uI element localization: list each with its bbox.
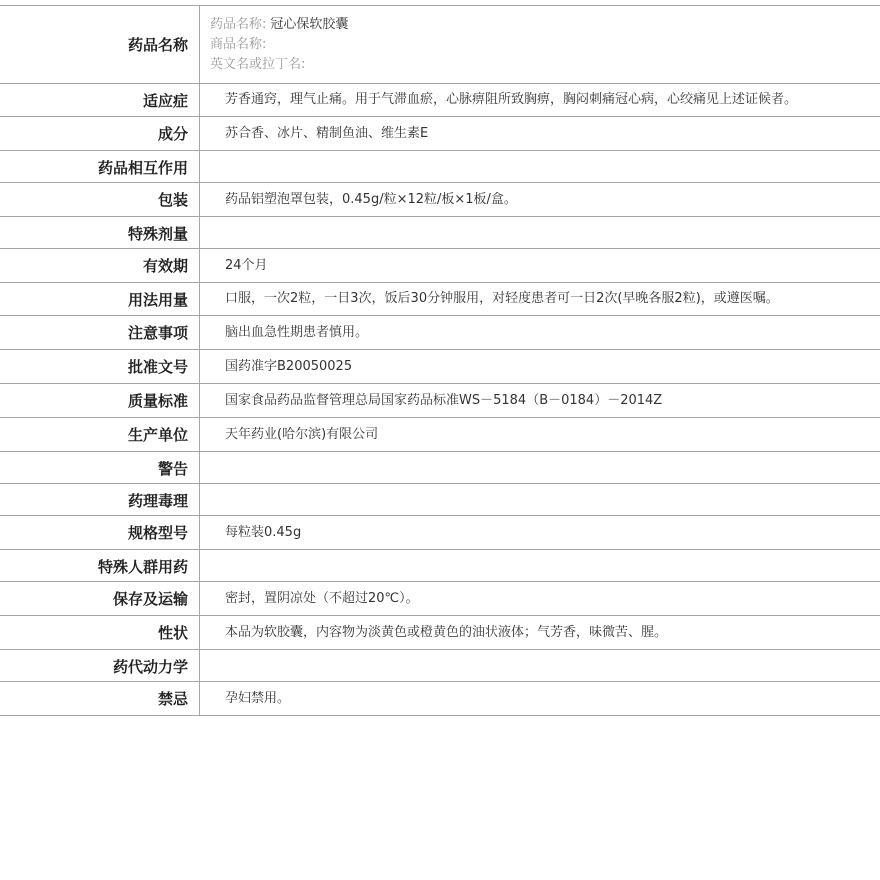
english-name-line bbox=[210, 55, 870, 75]
value-approval-number: 国药准字B20050025 bbox=[225, 359, 353, 374]
value-shelf-life: 24个月 bbox=[225, 258, 268, 273]
row-precautions bbox=[0, 316, 880, 350]
label-indications: 适应症 bbox=[0, 84, 200, 116]
label-shelf-life: 有效期 bbox=[0, 249, 200, 282]
value-pharmacokinetics bbox=[200, 650, 880, 681]
label-quality-standard: 质量标准 bbox=[0, 384, 200, 417]
row-usage bbox=[0, 283, 880, 316]
row-packaging bbox=[0, 183, 880, 217]
label-interactions: 药品相互作用 bbox=[0, 151, 200, 182]
row-special-populations bbox=[0, 550, 880, 582]
row-interactions bbox=[0, 151, 880, 183]
value-special-dosage bbox=[200, 217, 880, 248]
label-pharmacokinetics: 药代动力学 bbox=[0, 650, 200, 681]
value-quality-standard: 国家食品药品监督管理总局国家药品标准WS－5184（B－0184）－2014Z bbox=[225, 393, 663, 408]
label-appearance: 性状 bbox=[0, 616, 200, 649]
value-interactions bbox=[200, 151, 880, 182]
label-packaging: 包装 bbox=[0, 183, 200, 216]
value-packaging: 药品铝塑泡罩包装，0.45g/粒×12粒/板×1板/盒。 bbox=[225, 192, 517, 207]
row-indications bbox=[0, 84, 880, 117]
row-quality-standard bbox=[0, 384, 880, 418]
label-pharmacology: 药理毒理 bbox=[0, 484, 200, 515]
value-indications: 芳香通窍，理气止痛。用于气滞血瘀，心脉痹阻所致胸痹，胸闷刺痛冠心病，心绞痛见上述证候者。 bbox=[225, 92, 798, 107]
row-manufacturer bbox=[0, 418, 880, 452]
label-storage: 保存及运输 bbox=[0, 582, 200, 615]
label-contraindications: 禁忌 bbox=[0, 682, 200, 715]
row-contraindications bbox=[0, 682, 880, 716]
label-specification: 规格型号 bbox=[0, 516, 200, 549]
row-specification bbox=[0, 516, 880, 550]
row-pharmacology bbox=[0, 484, 880, 516]
label-approval-number: 批准文号 bbox=[0, 350, 200, 383]
generic-name-value: 冠心保软胶囊 bbox=[270, 17, 349, 32]
row-appearance bbox=[0, 616, 880, 650]
trade-name-key: 商品名称: bbox=[210, 37, 267, 52]
value-pharmacology bbox=[200, 484, 880, 515]
row-warning bbox=[0, 452, 880, 484]
drug-spec-table bbox=[0, 5, 880, 716]
row-drug-name bbox=[0, 6, 880, 84]
label-special-dosage: 特殊剂量 bbox=[0, 217, 200, 248]
label-special-populations: 特殊人群用药 bbox=[0, 550, 200, 581]
value-appearance: 本品为软胶囊，内容物为淡黄色或橙黄色的油状液体；气芳香，味微苦、腥。 bbox=[225, 625, 668, 640]
value-specification: 每粒装0.45g bbox=[225, 525, 302, 540]
value-precautions: 脑出血急性期患者慎用。 bbox=[225, 325, 369, 340]
label-drug-name: 药品名称 bbox=[0, 6, 200, 83]
value-ingredients: 苏合香、冰片、精制鱼油、维生素E bbox=[225, 126, 429, 141]
label-precautions: 注意事项 bbox=[0, 316, 200, 349]
value-contraindications: 孕妇禁用。 bbox=[225, 691, 291, 706]
row-special-dosage bbox=[0, 217, 880, 249]
row-ingredients bbox=[0, 117, 880, 151]
row-storage bbox=[0, 582, 880, 616]
label-usage: 用法用量 bbox=[0, 283, 200, 315]
value-manufacturer: 天年药业(哈尔滨)有限公司 bbox=[225, 427, 379, 442]
value-storage: 密封，置阴凉处（不超过20℃）。 bbox=[225, 591, 419, 606]
value-usage: 口服，一次2粒，一日3次，饭后30分钟服用，对轻度患者可一日2次(早晚各服2粒)，或遵医嘱。 bbox=[225, 291, 779, 306]
english-name-key: 英文名或拉丁名: bbox=[210, 57, 306, 72]
row-approval-number bbox=[0, 350, 880, 384]
row-shelf-life bbox=[0, 249, 880, 283]
label-manufacturer: 生产单位 bbox=[0, 418, 200, 451]
generic-name-key: 药品名称: bbox=[210, 17, 267, 32]
row-pharmacokinetics bbox=[0, 650, 880, 682]
value-special-populations bbox=[200, 550, 880, 581]
drug-name-block bbox=[200, 6, 880, 83]
generic-name-line bbox=[210, 15, 870, 35]
label-ingredients: 成分 bbox=[0, 117, 200, 150]
label-warning: 警告 bbox=[0, 452, 200, 483]
trade-name-line bbox=[210, 35, 870, 55]
value-warning bbox=[200, 452, 880, 483]
